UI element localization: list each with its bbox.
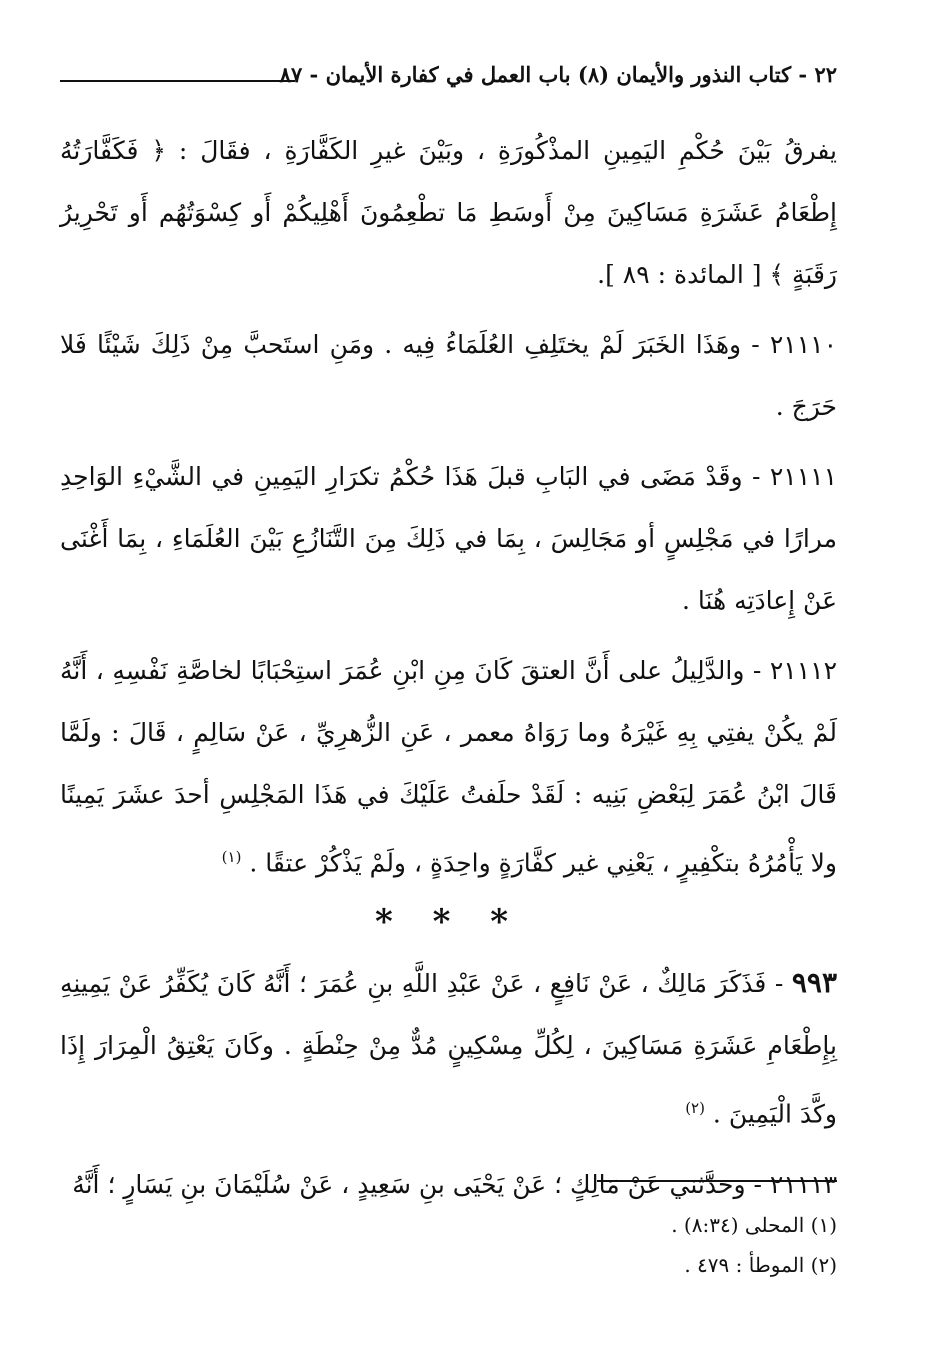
footnotes xyxy=(60,1205,837,1285)
header-title: ٢٢ - كتاب النذور والأيمان (٨) باب العمل في كفارة الأيمان - ٨٧ xyxy=(279,62,837,87)
paragraph-text: يفرقُ بَيْنَ حُكْمِ اليَمِينِ المذْكُورَةِ ، وبَيْنَ غيرِ الكَفَّارَةِ ، فقَالَ : ﴿ فَكَفَّارَتُهُ إِطْعَامُ عَشَرَةِ مَسَاكِينَ مِنْ أَوسَطِ مَا تطْعِمُونَ أَهْلِيكُمْ أَو كِسْوَتُهُم أَو تَحْرِيرُ رَقَبَةٍ ﴾ [ المائدة : ٨٩ ]. xyxy=(60,136,837,289)
footnote-ref: (١) xyxy=(221,848,242,866)
paragraph-21111 xyxy=(60,446,837,632)
footnote-1: (١) المحلى (٨:٣٤) . xyxy=(671,1213,837,1237)
footnote-2: (٢) الموطأ : ٤٧٩ . xyxy=(684,1253,837,1277)
footnote-rule xyxy=(597,1180,837,1182)
paragraph-text: - والدَّلِيلُ على أَنَّ العتقَ كَانَ مِنِ ابْنِ عُمَرَ استِحْبَابًا لخاصَّةِ نَفْسِهِ ، أَنَّهُ لَمْ يكُنْ يفتِي بِهِ غَيْرَهُ وما رَوَاهُ معمر ، عَنِ الزُّهرِيِّ ، عَنْ سَالِمٍ ، قَالَ : ولَمَّا قَالَ ابْنُ عُمَرَ لِبَعْضِ بَنِيه : لَقَدْ حلَفتُ عَلَيْكَ في هَذَا المَجْلِسِ أحدَ عشَرَ يَمِينًا ولا يَأْمُرُهُ بتكْفِيرٍ ، يَعْنِي غير كفَّارَةٍ واحِدَةٍ ، ولَمْ يَذْكُرْ عتقًا . xyxy=(60,656,837,878)
hadith-993 xyxy=(60,952,837,1145)
header-rule xyxy=(60,80,295,82)
paragraph-text: - وحدَّثني عَنْ مَالِكٍ ؛ عَنْ يَحْيَى بنِ سَعِيدٍ ، عَنْ سُلَيْمَانَ بنِ يَسَارٍ ؛ أَنَّهُ xyxy=(72,1169,770,1199)
footnote-ref: (٢) xyxy=(685,1099,705,1118)
paragraph-number: ٢١١١١ xyxy=(769,462,837,491)
hadith-number: ٩٩٣ xyxy=(791,966,837,1000)
paragraph-21110 xyxy=(60,314,837,438)
hadith-text: - فَذَكَرَ مَالِكٌ ، عَنْ نَافِعٍ ، عَنْ عَبْدِ اللَّهِ بنِ عُمَرَ ؛ أَنَّهُ كَانَ يُكَفِّرُ عَنْ يَمِينِهِ بِإِطْعَامِ عَشَرَةِ مَسَاكِينَ ، لِكُلِّ مِسْكِينٍ مُدٌّ مِنْ حِنْطَةٍ . وكَانَ يَعْتِقُ الْمِرَارَ إِذَا وكَّدَ الْيَمِينَ . xyxy=(60,969,837,1129)
paragraph-number: ٢١١١٣ xyxy=(769,1169,837,1199)
main-text xyxy=(60,120,837,1224)
paragraph-number: ٢١١١٢ xyxy=(769,656,837,685)
paragraph-21112 xyxy=(60,640,837,894)
paragraph-intro xyxy=(60,120,837,306)
section-separator: * * * xyxy=(374,902,522,943)
paragraph-text: - وهَذَا الخَبَرَ لَمْ يختَلِفِ العُلَمَاءُ فِيه . ومَنِ استَحبَّ مِنْ ذَلِكَ شَيْئًا فَلا حَرَجَ . xyxy=(60,330,837,421)
paragraph-number: ٢١١١٠ xyxy=(769,330,837,359)
paragraph-text: - وقَدْ مَضَى في البَابِ قبلَ هَذَا حُكْمُ تكرَارِ اليَمِينِ في الشَّيْءِ الوَاحِدِ مرارًا في مَجْلِسٍ أو مَجَالِسَ ، بِمَا في ذَلِكَ مِنَ التَّنَازُعِ بَيْنَ العُلَمَاءِ ، بِمَا أَغْنَى عَنْ إِعادَتِه هُنَا . xyxy=(60,462,837,615)
running-header xyxy=(60,60,837,100)
